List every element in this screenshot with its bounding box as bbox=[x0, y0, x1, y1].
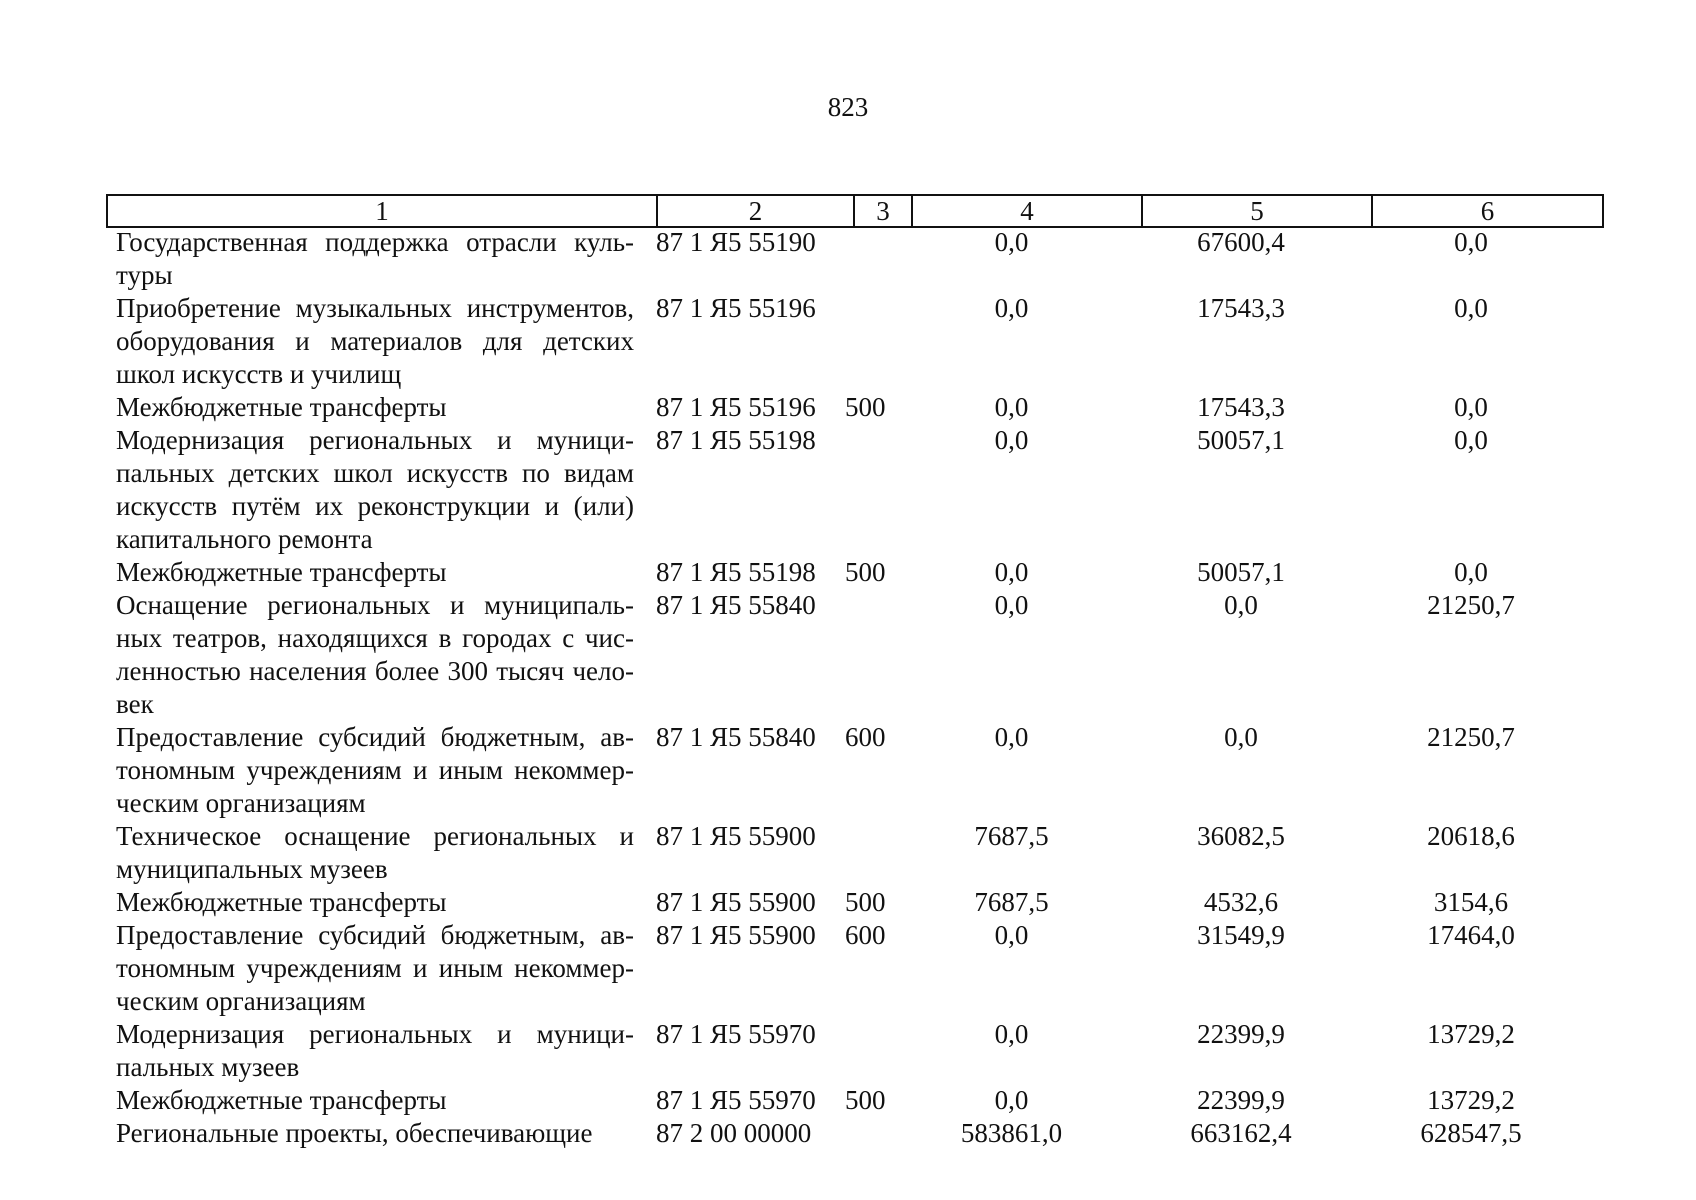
row-name: Предоставление субсидий бюджетным, ав-тономным учреждениям и иным некоммер-ческим организациям bbox=[116, 920, 634, 1016]
row-type: 600 bbox=[845, 920, 886, 950]
table-row bbox=[106, 721, 1610, 820]
row-name: Государственная поддержка отрасли куль-туры bbox=[116, 227, 634, 290]
table-row bbox=[106, 1018, 1610, 1084]
table-row bbox=[106, 391, 1610, 424]
row-name: Техническое оснащение региональных и муниципальных музеев bbox=[116, 821, 634, 884]
row-value-4: 0,0 bbox=[994, 557, 1029, 587]
row-code: 87 1 Я5 55198 bbox=[656, 425, 816, 455]
table-row bbox=[106, 820, 1610, 886]
row-name: Межбюджетные трансферты bbox=[116, 557, 447, 587]
table-row bbox=[106, 556, 1610, 589]
row-value-5: 663162,4 bbox=[1190, 1118, 1292, 1148]
table-row bbox=[106, 226, 1610, 292]
row-value-4: 0,0 bbox=[994, 293, 1029, 323]
row-value-5: 17543,3 bbox=[1197, 392, 1285, 422]
row-name: Приобретение музыкальных инструментов, оборудования и материалов для детских школ искусств и училищ bbox=[116, 293, 634, 389]
table-row bbox=[106, 589, 1610, 721]
row-name: Модернизация региональных и муници-пальных детских школ искусств по видам искусств путём их реконструкции и (или) капитального ремонта bbox=[116, 425, 634, 554]
header-col-6: 6 bbox=[1480, 196, 1495, 226]
row-code: 87 2 00 00000 bbox=[656, 1118, 812, 1148]
row-value-6: 628547,5 bbox=[1420, 1118, 1522, 1148]
row-type bbox=[841, 226, 897, 292]
page-number: 823 bbox=[827, 92, 869, 122]
row-value-6: 0,0 bbox=[1454, 293, 1488, 323]
row-code: 87 1 Я5 55970 bbox=[656, 1085, 816, 1115]
row-value-6: 21250,7 bbox=[1427, 722, 1515, 752]
row-type bbox=[841, 1018, 897, 1084]
row-value-4: 583861,0 bbox=[960, 1118, 1063, 1148]
table-row bbox=[106, 292, 1610, 391]
row-value-6: 0,0 bbox=[1454, 557, 1488, 587]
row-type bbox=[841, 424, 897, 556]
header-col-4: 4 bbox=[913, 196, 1143, 226]
header-col-1: 1 bbox=[108, 196, 658, 226]
row-value-6: 0,0 bbox=[1454, 425, 1488, 455]
row-type: 600 bbox=[845, 722, 886, 752]
row-code: 87 1 Я5 55900 bbox=[656, 821, 816, 851]
row-name: Модернизация региональных и муници-пальных музеев bbox=[116, 1019, 634, 1082]
row-value-6: 17464,0 bbox=[1427, 920, 1515, 950]
row-code: 87 1 Я5 55900 bbox=[656, 920, 816, 950]
row-value-4: 0,0 bbox=[994, 1085, 1029, 1115]
row-value-5: 0,0 bbox=[1224, 590, 1258, 620]
row-name: Предоставление субсидий бюджетным, ав-тономным учреждениям и иным некоммер-ческим организациям bbox=[116, 722, 634, 818]
row-code: 87 1 Я5 55970 bbox=[656, 1019, 816, 1049]
row-value-6: 0,0 bbox=[1454, 227, 1488, 257]
row-type: 500 bbox=[845, 1085, 886, 1115]
row-type: 500 bbox=[845, 392, 886, 422]
row-value-4: 7687,5 bbox=[974, 821, 1049, 851]
row-value-5: 4532,6 bbox=[1203, 887, 1279, 917]
row-value-6: 20618,6 bbox=[1427, 821, 1515, 851]
row-value-6: 21250,7 bbox=[1427, 590, 1515, 620]
table-row bbox=[106, 886, 1610, 919]
row-type bbox=[841, 820, 897, 886]
row-code: 87 1 Я5 55198 bbox=[656, 557, 816, 587]
row-value-5: 31549,9 bbox=[1197, 920, 1285, 950]
row-name: Межбюджетные трансферты bbox=[116, 1085, 447, 1115]
table-body bbox=[106, 226, 1610, 1150]
row-value-5: 50057,1 bbox=[1197, 425, 1285, 455]
row-code: 87 1 Я5 55900 bbox=[656, 887, 816, 917]
row-value-4: 7687,5 bbox=[974, 887, 1049, 917]
row-code: 87 1 Я5 55196 bbox=[656, 293, 816, 323]
row-type: 500 bbox=[845, 557, 886, 587]
row-value-4: 0,0 bbox=[994, 1019, 1029, 1049]
row-value-4: 0,0 bbox=[994, 425, 1029, 455]
row-type bbox=[841, 292, 897, 391]
row-value-5: 36082,5 bbox=[1197, 821, 1285, 851]
row-type: 500 bbox=[845, 887, 886, 917]
row-value-5: 17543,3 bbox=[1197, 293, 1285, 323]
row-value-5: 50057,1 bbox=[1197, 557, 1285, 587]
table-row bbox=[106, 1084, 1610, 1117]
row-value-6: 13729,2 bbox=[1427, 1019, 1515, 1049]
row-type bbox=[841, 1117, 897, 1150]
row-code: 87 1 Я5 55840 bbox=[656, 722, 816, 752]
row-value-4: 0,0 bbox=[994, 920, 1029, 950]
header-col-5: 5 bbox=[1143, 196, 1373, 226]
table-row bbox=[106, 919, 1610, 1018]
row-value-4: 0,0 bbox=[994, 227, 1029, 257]
row-type bbox=[841, 589, 897, 721]
row-value-5: 22399,9 bbox=[1197, 1019, 1285, 1049]
row-code: 87 1 Я5 55840 bbox=[656, 590, 816, 620]
table-header bbox=[106, 194, 1604, 228]
row-name: Оснащение региональных и муниципаль-ных театров, находящихся в городах с чис-ленностью населения более 300 тысяч чело-век bbox=[116, 590, 634, 719]
row-name: Региональные проекты, обеспечивающие bbox=[116, 1118, 593, 1148]
row-code: 87 1 Я5 55190 bbox=[656, 227, 816, 257]
row-value-5: 22399,9 bbox=[1197, 1085, 1285, 1115]
row-value-6: 0,0 bbox=[1454, 392, 1488, 422]
row-name: Межбюджетные трансферты bbox=[116, 887, 447, 917]
table-row bbox=[106, 1117, 1610, 1150]
row-code: 87 1 Я5 55196 bbox=[656, 392, 816, 422]
header-col-2: 2 bbox=[658, 196, 855, 226]
row-value-5: 0,0 bbox=[1224, 722, 1258, 752]
row-value-4: 0,0 bbox=[994, 392, 1029, 422]
row-value-6: 13729,2 bbox=[1427, 1085, 1515, 1115]
row-value-6: 3154,6 bbox=[1433, 887, 1509, 917]
header-col-3: 3 bbox=[855, 196, 913, 226]
row-value-5: 67600,4 bbox=[1197, 227, 1285, 257]
table-row bbox=[106, 424, 1610, 556]
row-value-4: 0,0 bbox=[994, 722, 1029, 752]
row-value-4: 0,0 bbox=[994, 590, 1029, 620]
row-name: Межбюджетные трансферты bbox=[116, 392, 447, 422]
